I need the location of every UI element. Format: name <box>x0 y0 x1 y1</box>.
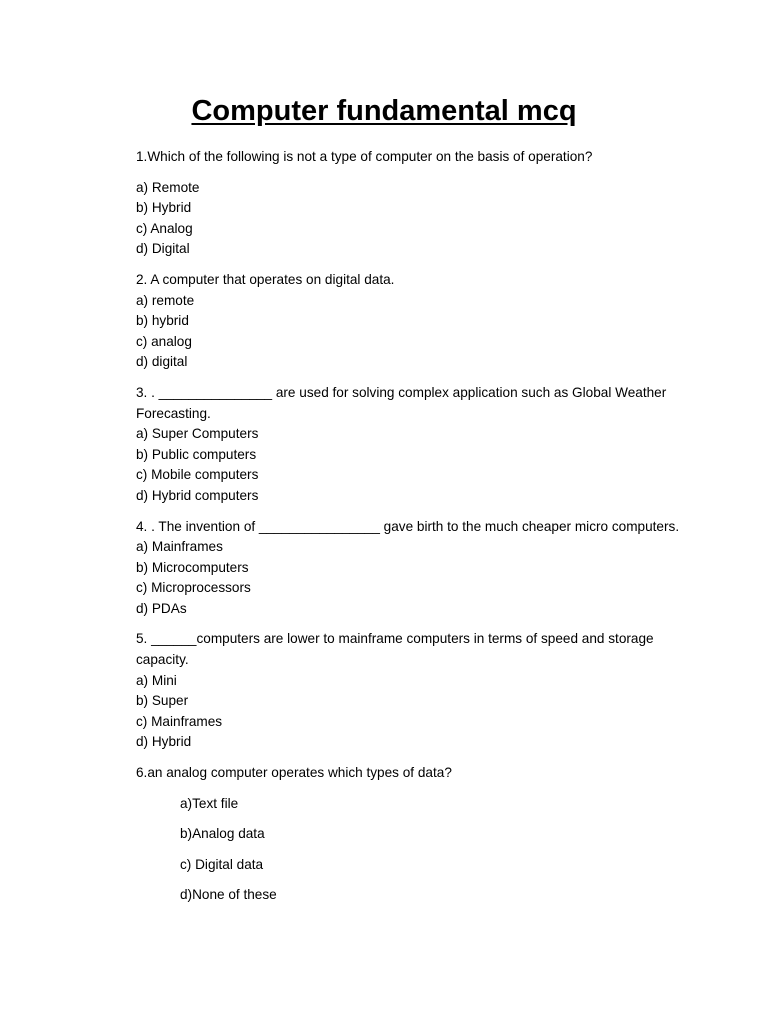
option-item: a) Mini <box>136 672 177 688</box>
option-list <box>136 424 696 506</box>
option-list <box>136 178 696 260</box>
option-item: a) Mainframes <box>136 539 223 555</box>
option-item: d) Digital <box>136 241 190 257</box>
question-text: 6.an analog computer operates which types of data? <box>136 765 452 781</box>
option-item: a) remote <box>136 292 195 308</box>
option-item: d) Hybrid <box>136 734 192 750</box>
option-item: a) Remote <box>136 179 200 195</box>
option-item: c) Microprocessors <box>136 580 251 596</box>
question-list <box>136 147 696 906</box>
question-block-3 <box>136 383 696 507</box>
option-item: c) Mainframes <box>136 713 223 729</box>
question-text: 5. ______computers are lower to mainframe computers in terms of speed and storage capacity. <box>136 631 654 668</box>
option-item: c) Digital data <box>180 856 264 872</box>
option-item: b) Microcomputers <box>136 559 249 575</box>
option-list <box>180 794 696 906</box>
option-item: c) Analog <box>136 220 193 236</box>
option-item: d) PDAs <box>136 600 187 616</box>
option-item: b) Super <box>136 693 189 709</box>
option-item: a) Super Computers <box>136 426 259 442</box>
option-item: b) Public computers <box>136 446 257 462</box>
option-item: c) Mobile computers <box>136 467 259 483</box>
option-item: d)None of these <box>180 887 277 903</box>
question-block-4 <box>136 517 696 620</box>
option-item: d) Hybrid computers <box>136 487 259 503</box>
question-block-2 <box>136 270 696 373</box>
question-text: 3. . _______________ are used for solving complex application such as Global Weather Forecasting. <box>136 384 667 421</box>
option-item: a)Text file <box>180 795 239 811</box>
option-item: d) digital <box>136 354 188 370</box>
option-list <box>136 537 696 619</box>
option-list <box>136 291 696 373</box>
question-block-5 <box>136 629 696 753</box>
option-item: c) analog <box>136 333 192 349</box>
question-text: 4. . The invention of ________________ gave birth to the much cheaper micro computers. <box>136 518 680 534</box>
question-text: 2. A computer that operates on digital data. <box>136 271 395 287</box>
page-title: Computer fundamental mcq <box>191 95 577 127</box>
option-item: b) hybrid <box>136 313 189 329</box>
question-block-1 <box>136 147 696 260</box>
option-item: b) Hybrid <box>136 200 192 216</box>
question-block-6 <box>136 763 696 906</box>
option-item: b)Analog data <box>180 826 265 842</box>
question-text: 1.Which of the following is not a type of computer on the basis of operation? <box>136 149 593 164</box>
option-list <box>136 671 696 753</box>
